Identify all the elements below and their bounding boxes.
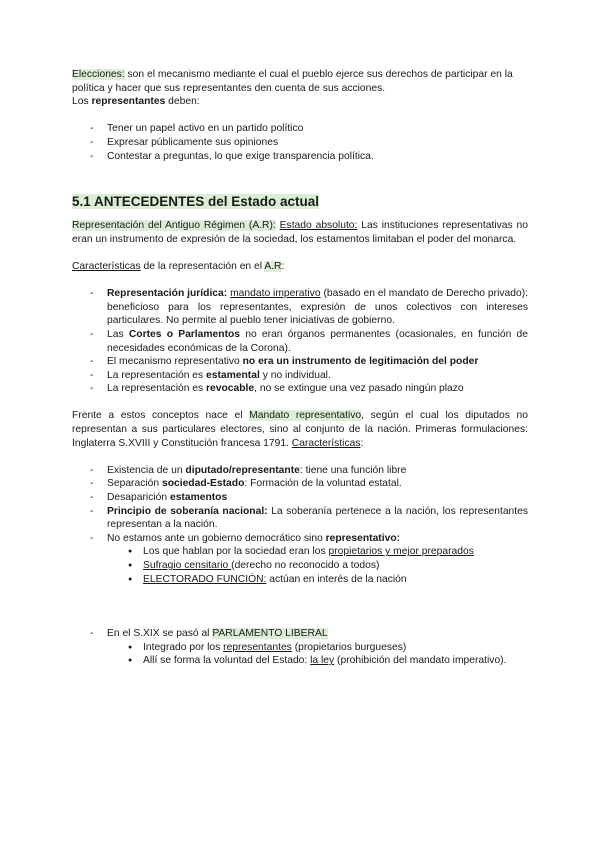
underlined-text: Sufragio censitario: [143, 560, 232, 571]
caracteristicas-label: Características: [291, 437, 361, 449]
list-item: [72, 369, 528, 383]
text: , no se extingue una vez pasado ningún plazo: [254, 383, 464, 395]
underlined-text: propietarios y mejor preparados: [328, 546, 474, 558]
sublist: [72, 641, 528, 668]
text: Frente a estos conceptos nace el: [72, 410, 250, 422]
bold-term: Representación jurídica:: [107, 288, 228, 300]
list-item: [72, 328, 528, 355]
sublist-item: [107, 545, 528, 559]
list-item: [72, 491, 528, 505]
text: La representación es: [107, 369, 207, 381]
sublist-item: [107, 641, 528, 655]
text: No estamos ante un gobierno democrático sino: [107, 532, 326, 544]
text: actúan en interés de la nación: [266, 573, 407, 585]
text: Allí se forma la voluntad del Estado:: [143, 655, 311, 667]
bold-term: Principio de soberanía nacional:: [107, 505, 268, 517]
text: deben:: [165, 96, 200, 108]
text: Integrado por los: [143, 641, 224, 653]
ar-highlight: Representación del Antiguo Régimen (A.R):: [72, 220, 276, 232]
list-item: [72, 382, 528, 396]
underlined-text: la ley: [310, 655, 335, 667]
sublist-item: [107, 573, 528, 587]
list-item: [72, 287, 528, 328]
section-heading: [72, 193, 528, 211]
list-item: [72, 477, 528, 491]
mandato-imperativo: mandato imperativo: [230, 288, 321, 300]
ar-abbrev: A.R: [264, 260, 282, 272]
elecciones-definition: son el mecanismo mediante el cual el pueblo ejerce sus derechos de participar en la política y hacer que sus representantes den cuenta de sus acciones.: [72, 69, 513, 94]
text: (prohibición del mandato imperativo).: [334, 655, 507, 667]
list-item: - Tener un papel activo en un partido político: [72, 122, 528, 136]
caracteristicas-label: Características: [72, 260, 141, 272]
text: :: [360, 437, 364, 449]
section-title: 5.1 ANTECEDENTES del Estado actual: [72, 194, 320, 210]
text: El mecanismo representativo: [107, 356, 243, 368]
sublist: [72, 545, 528, 586]
list-item: - Expresar públicamente sus opiniones: [72, 136, 528, 150]
underlined-text: representantes: [223, 641, 292, 653]
text: y no individual.: [259, 369, 331, 381]
text: Desaparición: [107, 492, 170, 504]
underlined-text: ELECTORADO FUNCIÓN:: [143, 573, 267, 585]
list-item: [72, 532, 528, 586]
text: Los: [72, 96, 92, 108]
text: no eran órganos permanentes (ocasionales, en función de necesidades económicas de la Corona).: [107, 328, 529, 354]
text: Las: [107, 328, 129, 340]
text: (derecho no reconocido a todos): [231, 560, 380, 571]
duties-list: [72, 122, 528, 163]
list-item: [72, 464, 528, 478]
list-item: - Contestar a preguntas, lo que exige transparencia política.: [72, 150, 528, 164]
text: La representación es: [107, 383, 207, 395]
ar-characteristics-list: [72, 287, 528, 396]
text: , según el cual los diputados no representan a sus particulares electores, sino al conjunto de la nación. Primeras formulaciones: Inglaterra S.XVIII y Constitución francesa 1791.: [72, 410, 528, 449]
elecciones-term: Elecciones:: [72, 69, 125, 80]
text: (basado en el mandato de Derecho privado): beneficioso para los representantes, expresión de unos colectivos con intereses particulares. No permite al pueblo tener iniciativas de gobierno.: [107, 288, 528, 327]
mr-characteristics-list: [72, 464, 528, 586]
estado-absoluto: Estado absoluto:: [279, 220, 358, 232]
text: La soberanía pertenece a la nación, los representantes representan a la nación.: [107, 505, 529, 531]
text: Los que hablan por la sociedad eran los: [143, 546, 329, 558]
document-page: [72, 68, 528, 668]
text: : Formación de la voluntad estatal.: [244, 478, 402, 490]
text: Separación: [107, 478, 162, 490]
bold-term: representativo:: [325, 532, 401, 544]
sublist-item: [107, 559, 528, 573]
parlamento-liberal: PARLAMENTO LIBERAL: [212, 628, 328, 640]
bold-term: sociedad-Estado: [161, 478, 245, 490]
text: : tiene una función libre: [299, 464, 407, 476]
text: de la representación en el: [140, 260, 265, 272]
bold-term: revocable: [206, 383, 255, 395]
bold-term: Cortes o Parlamentos: [128, 328, 241, 340]
xix-list: [72, 627, 528, 668]
mandato-paragraph: [72, 409, 528, 450]
bold-term: estamental: [206, 369, 260, 381]
intro-paragraph: [72, 68, 528, 109]
sublist-item: [107, 654, 528, 668]
text: Existencia de un: [107, 464, 186, 476]
list-item: [72, 505, 528, 532]
caracteristicas-ar-line: [72, 260, 528, 274]
ar-paragraph: [72, 219, 528, 246]
text: (propietarios burgueses): [291, 641, 407, 653]
text: Las instituciones representativas no eran un instrumento de expresión de la sociedad, los estamentos limitaban el poder del monarca.: [72, 220, 528, 245]
bold-term: no era un instrumento de legitimación del poder: [242, 356, 479, 368]
list-item: [72, 627, 528, 668]
text: :: [281, 260, 285, 272]
mandato-representativo: Mandato representativo: [249, 410, 362, 422]
text: En el S.XIX se pasó al: [107, 628, 213, 640]
bold-term: diputado/representante: [185, 464, 300, 476]
representantes-bold: representantes: [91, 96, 166, 108]
bold-term: estamentos: [169, 492, 228, 504]
list-item: [72, 355, 528, 369]
